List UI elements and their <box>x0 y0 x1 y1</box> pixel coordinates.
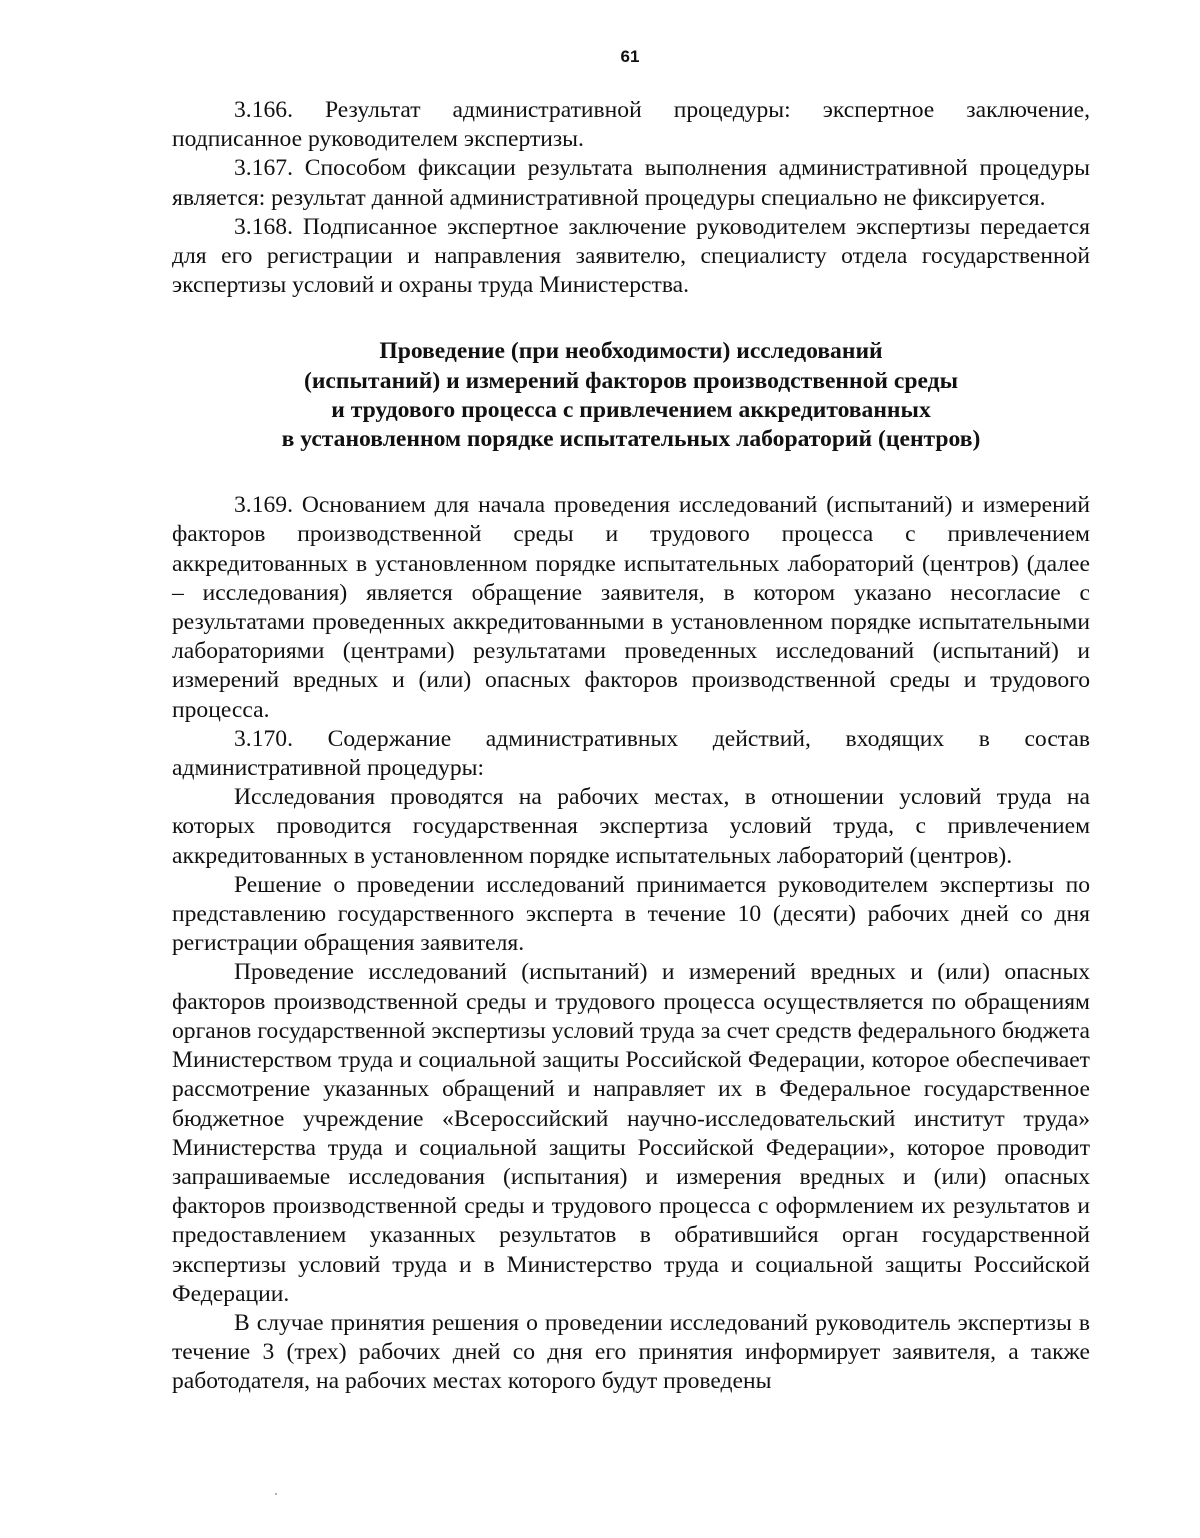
paragraph-3-170: 3.170. Содержание административных действий, входящих в состав административной процедуры: <box>172 725 1090 782</box>
paragraph-research-decision: Решение о проведении исследований принимается руководителем экспертизы по представлению государственного эксперта в течение 10 (десяти) рабочих дней со дня регистрации обращения заявителя. <box>172 871 1090 957</box>
paragraph-research-workplaces: Исследования проводятся на рабочих местах, в отношении условий труда на которых проводится государственная экспертиза условий труда, с привлечением аккредитованных в установленном порядке испытательных лабораторий (центров). <box>172 784 1090 869</box>
section-heading-line: (испытаний) и измерений факторов производственной среды <box>303 367 959 394</box>
paragraph-research-conduct: Проведение исследований (испытаний) и измерений вредных и (или) опасных факторов производственной среды и трудового процесса осуществляется по обращениям органов государственной экспертизы условий труда за счет средств федерального бюджета Министерством труда и социальной защиты Российской Федерации, которое обеспечивает рассмотрение указанных обращений и направляет их в Федеральное государственное бюджетное учреждение «Всероссийский научно-исследовательский институт труда» Министерства труда и социальной защиты Российской Федерации», которое проводит запрашиваемые исследования (испытания) и измерения вредных и (или) опасных факторов производственной среды и трудового процесса с оформлением их результатов и предоставлением указанных результатов в обратившийся орган государственной экспертизы условий труда и в Министерство труда и социальной защиты Российской Федерации. <box>172 959 1090 1307</box>
paragraph-3-166: 3.166. Результат административной процедуры: экспертное заключение, подписанное руководителем экспертизы. <box>172 97 1090 153</box>
paragraph-3-167: 3.167. Способом фиксации результата выполнения административной процедуры является: результат данной административной процедуры специально не фиксируется. <box>172 155 1090 211</box>
section-heading-line: в установленном порядке испытательных лабораторий (центров) <box>281 426 981 453</box>
paragraph-3-168: 3.168. Подписанное экспертное заключение руководителем экспертизы передается для его регистрации и направления заявителю, специалисту отдела государственной экспертизы условий и охраны труда Министерства. <box>172 213 1090 299</box>
section-heading <box>172 337 1090 454</box>
scan-speck <box>275 1493 277 1495</box>
paragraph-3-169: 3.169. Основанием для начала проведения исследований (испытаний) и измерений факторов производственной среды и трудового процесса с привлечением аккредитованных в установленном порядке испытательных лабораторий (центров) (далее – исследования) является обращение заявителя, в котором указано несогласие с результатами проведенных аккредитованными в установленном порядке испытательными лабораториями (центрами) результатами проведенных исследований (испытаний) и измерений вредных и (или) опасных факторов производственной среды и трудового процесса. <box>172 492 1090 723</box>
section-heading-line: Проведение (при необходимости) исследований <box>379 338 883 365</box>
paragraph-research-notification: В случае принятия решения о проведении исследований руководитель экспертизы в течение 3 (трех) рабочих дней со дня его принятия информирует заявителя, а также работодателя, на рабочих местах которого будут проведены <box>172 1309 1090 1395</box>
page-number: 61 <box>620 47 640 66</box>
section-heading-line: и трудового процесса с привлечением аккредитованных <box>331 396 931 423</box>
document-body <box>172 96 1090 1397</box>
